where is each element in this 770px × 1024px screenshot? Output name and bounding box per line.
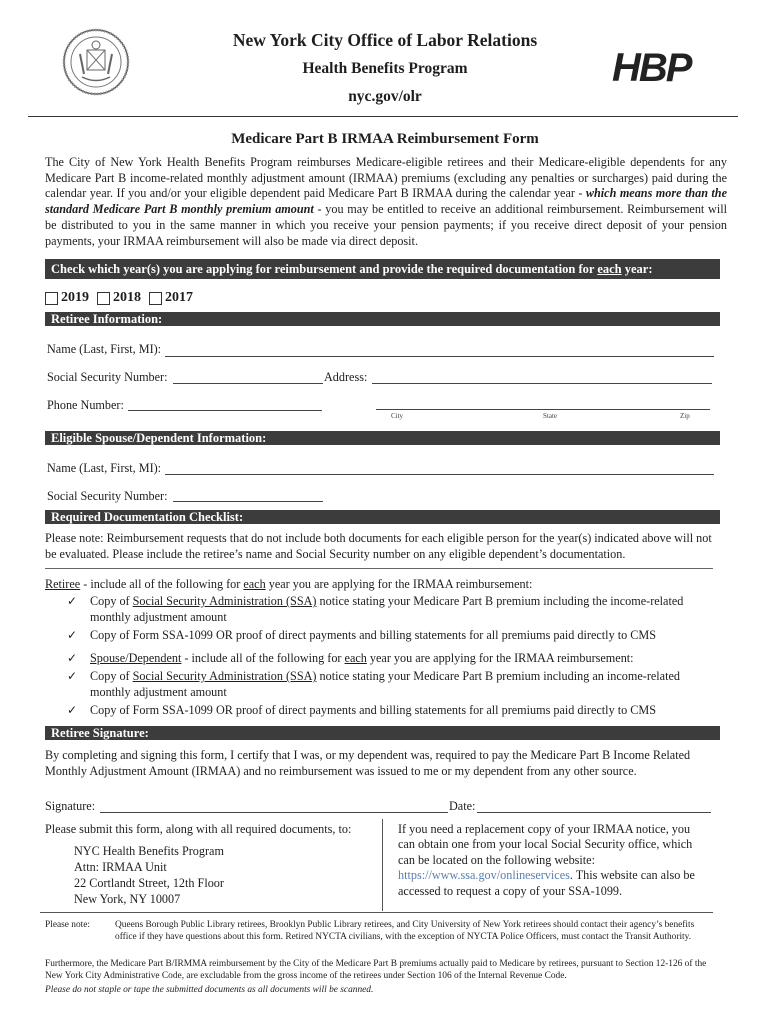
retiree-info-heading: Retiree Information: — [45, 312, 720, 326]
checklist-note: Please note: Reimbursement requests that do not include both documents for each eligible person for the year(s) indicated above will not be evaluated. Please include the retiree’s name and Social Security number on any eligible dependent’s documentation. — [45, 531, 712, 561]
signature-label: Signature: — [45, 799, 96, 813]
certification-text: By completing and signing this form, I certify that I was, or my dependent was, required to pay the Medicare Part B Income Related Monthly Adjustment Amount (IRMAA) and no reimbursement was issued to me or my dependent from any other source. — [45, 748, 691, 778]
retiree-address-field[interactable] — [372, 383, 712, 384]
year-checkboxes — [45, 290, 193, 306]
submit-divider-bottom — [40, 912, 713, 913]
intro-paragraph: The City of New York Health Benefits Program reimburses Medicare-eligible retirees and their Medicare-eligible dependents for any Medicare Part B income-related monthly adjustment amount (IRMAA) premiums (excluding any penalties or surcharges) paid during the calendar year. If you and/or your eligible dependent paid Medicare Part B IRMAA during the calendar year - which means more than the standard Medicare Part B monthly premium amount - you may be entitled to receive an additional reimbursement. Reimbursement will be distributed to you in the same manner in which you receive your pension payments; if you receive direct deposit of your pension payments, your IRMAA reimbursement will also be made via direct deposit. — [45, 155, 727, 248]
checkmark-icon: ✓ — [67, 669, 78, 683]
retiree-doc-ssa1099: Copy of Form SSA-1099 OR proof of direct payments and billing statements for all premiums paid directly to CMS — [90, 628, 656, 642]
footer-note-2: Furthermore, the Medicare Part B/IRMMA reimbursement by the City of the Medicare Part B premiums actually paid to Medicare by retirees, pursuant to Section 12-126 of the New York City Administrative Code, are excludable from the gross income of the retirees under Section 106 of the Internal Revenue Code. — [45, 959, 707, 981]
checkmark-icon: ✓ — [67, 651, 78, 665]
state-caption: State — [543, 412, 557, 420]
checklist-heading: Required Documentation Checklist: — [45, 510, 720, 524]
date-label: Date: — [449, 799, 476, 813]
header-divider — [28, 116, 738, 117]
footer-note-3: Please do not staple or tape the submitted documents as all documents will be scanned. — [45, 985, 374, 995]
retiree-ssn-field[interactable] — [173, 383, 323, 384]
hbp-logo: HBP — [612, 46, 691, 90]
footer-note-label: Please note: — [45, 920, 91, 930]
retiree-doc-ssa-notice: Copy of Social Security Administration (SSA) notice stating your Medicare Part B premium including the income-related monthly adjustment amount — [90, 594, 684, 624]
retiree-name-label: Name (Last, First, MI): — [47, 342, 162, 356]
checkmark-icon: ✓ — [67, 628, 78, 642]
retiree-name-field[interactable] — [165, 356, 714, 357]
spouse-ssn-field[interactable] — [173, 501, 323, 502]
retiree-requirements-lead: Retiree - include all of the following for each year you are applying for the IRMAA reimbursement: — [45, 577, 533, 591]
zip-caption: Zip — [680, 412, 690, 420]
spouse-doc-ssa1099: Copy of Form SSA-1099 OR proof of direct payments and billing statements for all premiums paid directly to CMS — [90, 703, 656, 717]
checkbox-2017[interactable]: 2017 — [149, 290, 193, 306]
checkbox-2019[interactable]: 2019 — [45, 290, 89, 306]
checkmark-icon: ✓ — [67, 594, 78, 608]
signature-field[interactable] — [100, 812, 448, 813]
submit-divider-vertical — [382, 819, 383, 911]
year-selection-bar: Check which year(s) you are applying for reimbursement and provide the required documentation for each year: — [45, 259, 720, 279]
header-org: New York City Office of Labor Relations — [232, 30, 538, 50]
city-caption: City — [391, 412, 404, 420]
checklist-divider — [45, 568, 713, 569]
mailing-address: NYC Health Benefits Program Attn: IRMAA Unit 22 Cortlandt Street, 12th Floor New York, NY 10007 — [74, 844, 224, 906]
retiree-city-state-zip-field[interactable] — [376, 409, 710, 410]
date-field[interactable] — [477, 812, 711, 813]
retiree-ssn-label: Social Security Number: — [47, 370, 168, 384]
checkbox-2018[interactable]: 2018 — [97, 290, 141, 306]
submit-instructions: Please submit this form, along with all required documents, to: — [45, 822, 352, 836]
spouse-ssn-label: Social Security Number: — [47, 489, 168, 503]
retiree-address-label: Address: — [324, 370, 368, 384]
spouse-requirements-lead: Spouse/Dependent - include all of the following for each year you are applying for the IRMAA reimbursement: — [90, 651, 634, 665]
header-program: Health Benefits Program — [302, 60, 468, 77]
checkmark-icon: ✓ — [67, 703, 78, 717]
spouse-doc-ssa-notice: Copy of Social Security Administration (SSA) notice stating your Medicare Part B premium including an income-related monthly adjustment amount — [90, 669, 680, 699]
spouse-name-label: Name (Last, First, MI): — [47, 461, 162, 475]
replacement-notice-info: If you need a replacement copy of your IRMAA notice, you can obtain one from your local Social Security office, which can be located on the following website: https://www.ssa.gov/onlineservices. This website can also be accessed to request a copy of your SSA-1099. — [398, 822, 695, 898]
signature-heading: Retiree Signature: — [45, 726, 720, 740]
retiree-phone-label: Phone Number: — [47, 398, 124, 412]
header-url: nyc.gov/olr — [348, 88, 422, 105]
spouse-name-field[interactable] — [165, 474, 714, 475]
spouse-info-heading: Eligible Spouse/Dependent Information: — [45, 431, 720, 445]
ssa-website-link[interactable]: https://www.ssa.gov/onlineservices — [398, 868, 570, 883]
footer-note-1: Queens Borough Public Library retirees, Brooklyn Public Library retirees, and City University of New York retirees should contact their agency’s benefits office if they have questions about this form. Retired NYCTA civilians, with the exception of NYCTA Police Officers, must contact the Transit Authority. — [115, 920, 695, 942]
retiree-phone-field[interactable] — [128, 410, 322, 411]
form-title: Medicare Part B IRMAA Reimbursement Form — [231, 131, 539, 147]
